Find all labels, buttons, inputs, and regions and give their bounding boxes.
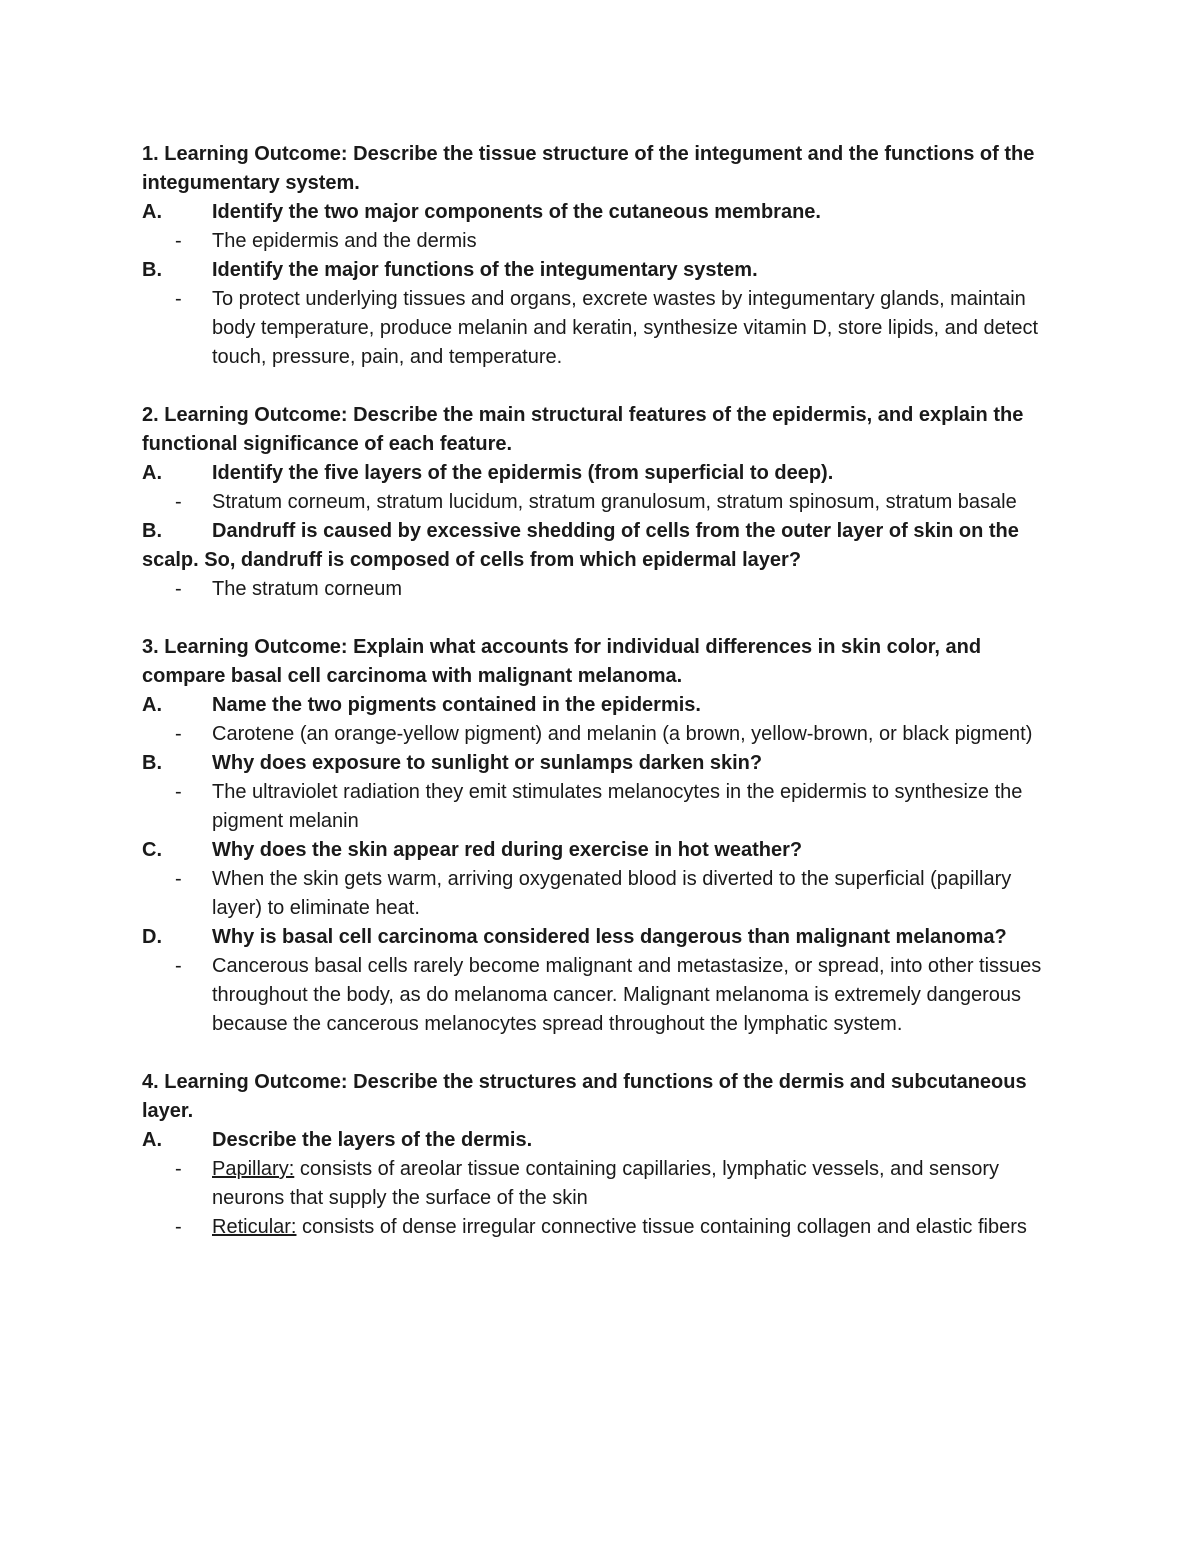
question-text: Dandruff is caused by excessive shedding of cells from the outer layer of skin on the scalp. So, dandruff is composed of cells from which epidermal layer?: [142, 520, 1019, 571]
dash-bullet: -: [175, 1158, 182, 1180]
question-text: Name the two pigments contained in the epidermis.: [212, 694, 701, 716]
answer-item: [142, 227, 1062, 256]
learning-outcome-heading: 4. Learning Outcome: Describe the structures and functions of the dermis and subcutaneous layer.: [142, 1071, 1027, 1122]
question: [142, 923, 1062, 952]
dash-bullet: -: [175, 230, 182, 252]
dash-bullet: -: [175, 723, 182, 745]
answer-item: [142, 1213, 1062, 1242]
answer-label: Reticular:: [212, 1216, 297, 1238]
question-letter: B.: [142, 752, 162, 774]
dash-bullet: -: [175, 491, 182, 513]
answer-item: [142, 575, 1062, 604]
learning-outcome-heading: 3. Learning Outcome: Explain what accounts for individual differences in skin color, and compare basal cell carcinoma with malignant melanoma.: [142, 636, 982, 687]
question-letter: D.: [142, 926, 162, 948]
question-text: Why does the skin appear red during exercise in hot weather?: [212, 839, 803, 861]
question-letter: A.: [142, 201, 162, 223]
answer-text: The stratum corneum: [212, 578, 403, 600]
document-page: [142, 140, 1062, 1271]
question-text: Why is basal cell carcinoma considered less dangerous than malignant melanoma?: [212, 926, 1007, 948]
answer-item: [142, 285, 1062, 372]
question-letter: A.: [142, 694, 162, 716]
answer-text: The ultraviolet radiation they emit stimulates melanocytes in the epidermis to synthesize the pigment melanin: [212, 781, 1023, 832]
dash-bullet: -: [175, 1216, 182, 1238]
section-4: [142, 1068, 1062, 1242]
question: [142, 517, 1062, 575]
answer-text: To protect underlying tissues and organs, excrete wastes by integumentary glands, maintain body temperature, produce melanin and keratin, synthesize vitamin D, store lipids, and detect touch, pressure, pain, and temperature.: [212, 288, 1038, 368]
answer-text: Carotene (an orange-yellow pigment) and melanin (a brown, yellow-brown, or black pigment): [212, 723, 1033, 745]
learning-outcome-heading: 2. Learning Outcome: Describe the main structural features of the epidermis, and explain the functional significance of each feature.: [142, 404, 1024, 455]
answer-text: The epidermis and the dermis: [212, 230, 477, 252]
question-text: Describe the layers of the dermis.: [212, 1129, 533, 1151]
question-letter: C.: [142, 839, 162, 861]
question: [142, 256, 1062, 285]
answer-item: [142, 952, 1062, 1039]
dash-bullet: -: [175, 578, 182, 600]
question: [142, 691, 1062, 720]
answer-label: Papillary:: [212, 1158, 295, 1180]
section-3: [142, 633, 1062, 1039]
question-text: Why does exposure to sunlight or sunlamps darken skin?: [212, 752, 763, 774]
answer-text: consists of dense irregular connective tissue containing collagen and elastic fibers: [296, 1216, 1027, 1238]
question-letter: B.: [142, 520, 162, 542]
dash-bullet: -: [175, 781, 182, 803]
section-1: [142, 140, 1062, 372]
answer-item: [142, 865, 1062, 923]
answer-text: When the skin gets warm, arriving oxygenated blood is diverted to the superficial (papillary layer) to eliminate heat.: [212, 868, 1012, 919]
question: [142, 749, 1062, 778]
learning-outcome-heading: 1. Learning Outcome: Describe the tissue structure of the integument and the functions of the integumentary system.: [142, 143, 1035, 194]
answer-item: [142, 778, 1062, 836]
question: [142, 836, 1062, 865]
answer-item: [142, 1155, 1062, 1213]
question-text: Identify the five layers of the epidermis (from superficial to deep).: [212, 462, 834, 484]
dash-bullet: -: [175, 868, 182, 890]
answer-item: [142, 720, 1062, 749]
question-letter: A.: [142, 462, 162, 484]
question-text: Identify the major functions of the integumentary system.: [212, 259, 758, 281]
answer-text: Cancerous basal cells rarely become malignant and metastasize, or spread, into other tissues throughout the body, as do melanoma cancer. Malignant melanoma is extremely dangerous because the cancerous melanocytes spread throughout the lymphatic system.: [212, 955, 1042, 1035]
question: [142, 1126, 1062, 1155]
dash-bullet: -: [175, 955, 182, 977]
question: [142, 459, 1062, 488]
dash-bullet: -: [175, 288, 182, 310]
question-letter: B.: [142, 259, 162, 281]
question: [142, 198, 1062, 227]
answer-text: Stratum corneum, stratum lucidum, stratum granulosum, stratum spinosum, stratum basale: [212, 491, 1017, 513]
answer-text: consists of areolar tissue containing capillaries, lymphatic vessels, and sensory neurons that supply the surface of the skin: [212, 1158, 1000, 1209]
question-text: Identify the two major components of the cutaneous membrane.: [212, 201, 821, 223]
section-2: [142, 401, 1062, 604]
question-letter: A.: [142, 1129, 162, 1151]
answer-item: [142, 488, 1062, 517]
